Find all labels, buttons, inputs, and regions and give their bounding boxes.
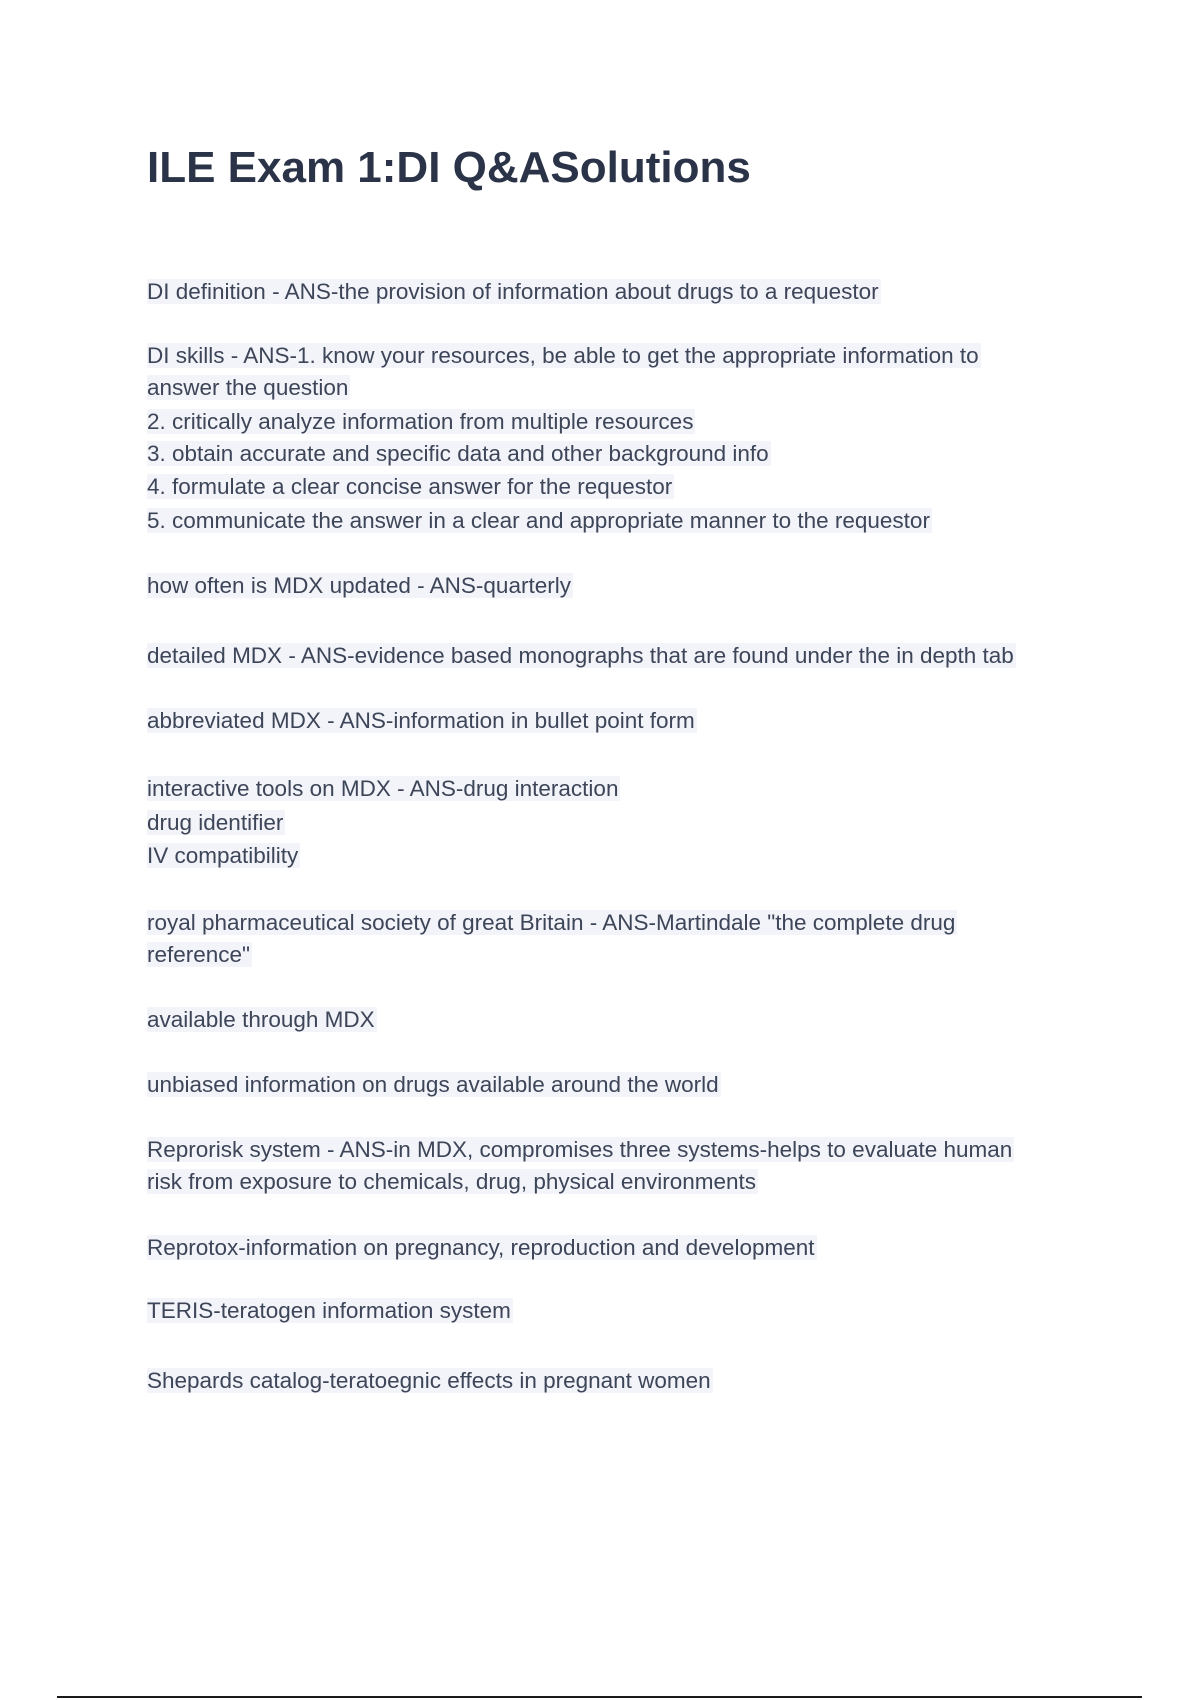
definition-line	[147, 841, 300, 871]
definition-line	[147, 407, 695, 437]
line-text: answer the question	[147, 375, 349, 400]
line-text: interactive tools on MDX - ANS-drug interaction	[147, 776, 619, 801]
line-text: how often is MDX updated - ANS-quarterly	[147, 573, 571, 598]
line-text: available through MDX	[147, 1007, 375, 1032]
definition-line	[147, 641, 1016, 671]
definition-line	[147, 1070, 721, 1100]
definition-line	[147, 506, 932, 536]
definition-line	[147, 1366, 713, 1396]
line-text: 4. formulate a clear concise answer for the requestor	[147, 474, 673, 499]
line-text: DI definition - ANS-the provision of information about drugs to a requestor	[147, 279, 879, 304]
line-text: risk from exposure to chemicals, drug, physical environments	[147, 1169, 756, 1194]
document-title: ILE Exam 1:DI Q&ASolutions	[147, 143, 751, 192]
definition-line	[147, 277, 881, 307]
line-text: DI skills - ANS-1. know your resources, be able to get the appropriate information to	[147, 343, 979, 368]
line-text: unbiased information on drugs available around the world	[147, 1072, 719, 1097]
line-text: 3. obtain accurate and specific data and other background info	[147, 441, 769, 466]
line-text: TERIS-teratogen information system	[147, 1298, 511, 1323]
definition-line	[147, 706, 697, 736]
definition-line	[147, 774, 620, 804]
definition-line	[147, 1233, 817, 1263]
definition-line	[147, 1296, 513, 1326]
definition-line	[147, 439, 771, 469]
definition-line	[147, 908, 957, 938]
line-text: IV compatibility	[147, 843, 299, 868]
line-text: drug identifier	[147, 810, 284, 835]
definition-line	[147, 940, 252, 970]
definition-line	[147, 808, 285, 838]
definition-line	[147, 1135, 1014, 1165]
line-text: Reprotox-information on pregnancy, reproduction and development	[147, 1235, 815, 1260]
definition-line	[147, 1005, 377, 1035]
line-text: Shepards catalog-teratoegnic effects in pregnant women	[147, 1368, 711, 1393]
definition-line	[147, 373, 350, 403]
line-text: reference"	[147, 942, 251, 967]
definition-line	[147, 571, 573, 601]
footer-divider	[57, 1696, 1142, 1698]
definition-line	[147, 472, 674, 502]
line-text: 2. critically analyze information from multiple resources	[147, 409, 694, 434]
line-text: abbreviated MDX - ANS-information in bullet point form	[147, 708, 695, 733]
line-text: detailed MDX - ANS-evidence based monographs that are found under the in depth tab	[147, 643, 1014, 668]
line-text: Reprorisk system - ANS-in MDX, compromises three systems-helps to evaluate human	[147, 1137, 1013, 1162]
line-text: royal pharmaceutical society of great Britain - ANS-Martindale "the complete drug	[147, 910, 956, 935]
definition-line	[147, 1167, 758, 1197]
definition-line	[147, 341, 981, 371]
line-text: 5. communicate the answer in a clear and appropriate manner to the requestor	[147, 508, 930, 533]
